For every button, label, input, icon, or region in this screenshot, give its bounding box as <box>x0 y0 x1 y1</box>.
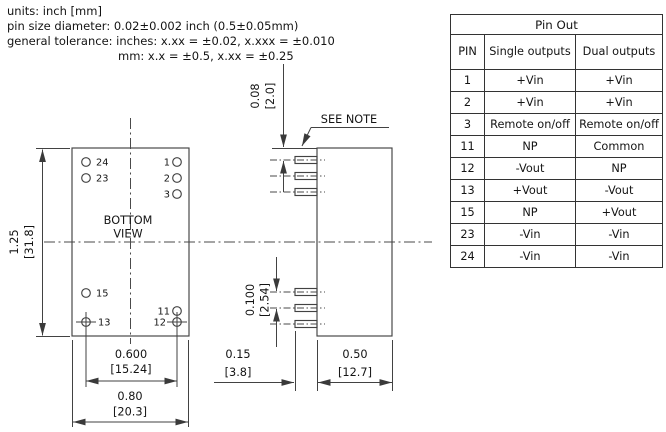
pinout-row <box>451 114 663 136</box>
bottom-view-label-line1: BOTTOM <box>103 214 153 227</box>
pin-number-cell: 24 <box>451 246 485 268</box>
single-output-cell: +Vin <box>485 70 576 92</box>
dim-body-width-inch: 0.80 <box>117 390 143 403</box>
dim-pin-offset-top-inch: 0.08 <box>249 83 262 109</box>
pinout-row <box>451 92 663 114</box>
pin-number-cell: 11 <box>451 136 485 158</box>
pinout-header-row <box>451 35 663 70</box>
pinout-row <box>451 158 663 180</box>
pinout-title: Pin Out <box>451 15 663 35</box>
pin-15-hole <box>82 289 91 298</box>
dim-pin-length-mm: [3.8] <box>224 366 252 379</box>
pin-number-cell: 12 <box>451 158 485 180</box>
see-note-callout <box>302 113 389 146</box>
see-note-label: SEE NOTE <box>320 113 378 126</box>
pinout-col-dual: Dual outputs <box>576 35 663 70</box>
dual-output-cell: +Vout <box>576 202 663 224</box>
pin-2-label: 2 <box>163 173 170 185</box>
leader-arrow <box>302 128 311 147</box>
dual-output-cell: Remote on/off <box>576 114 663 136</box>
pin-number-cell: 13 <box>451 180 485 202</box>
note-units: units: inch [mm] <box>7 4 102 18</box>
pin-23-label: 23 <box>96 173 109 185</box>
dual-output-cell: -Vout <box>576 180 663 202</box>
pin-24-label: 24 <box>96 157 109 169</box>
dimension-pin-row-span <box>86 348 177 381</box>
pin-2-hole <box>173 174 182 183</box>
dim-pin-length-inch: 0.15 <box>225 348 251 361</box>
dual-output-cell: +Vin <box>576 70 663 92</box>
dimension-height <box>8 149 70 337</box>
pin-1-hole <box>173 158 182 167</box>
dim-body-width-mm: [20.3] <box>113 405 147 419</box>
pinout-row <box>451 70 663 92</box>
dim-pin-row-span-mm: [15.24] <box>110 363 152 376</box>
pinout-row <box>451 202 663 224</box>
pinout-col-pin: PIN <box>451 35 485 70</box>
single-output-cell: +Vin <box>485 92 576 114</box>
dim-body-depth-inch: 0.50 <box>342 348 368 361</box>
dim-pin-offset-top-mm: [2.0] <box>264 82 277 110</box>
dim-height-inch: 1.25 <box>8 229 21 255</box>
note-tolerance-mm: mm: x.x = ±0.5, x.xx = ±0.25 <box>118 49 294 63</box>
dual-output-cell: -Vin <box>576 224 663 246</box>
pinout-title-row <box>451 15 663 35</box>
bottom-view <box>72 118 189 387</box>
pinout-table <box>450 14 663 268</box>
single-output-cell: -Vin <box>485 246 576 268</box>
pinout-row <box>451 136 663 158</box>
pin-12-label: 12 <box>153 317 166 329</box>
note-pin-size: pin size diameter: 0.02±0.002 inch (0.5±0.05mm) <box>7 19 299 33</box>
single-output-cell: -Vin <box>485 224 576 246</box>
dual-output-cell: NP <box>576 158 663 180</box>
pin-13-label: 13 <box>98 317 111 329</box>
single-output-cell: NP <box>485 202 576 224</box>
pin-number-cell: 1 <box>451 70 485 92</box>
dimension-pin-offset-top <box>249 64 284 192</box>
pinout-row <box>451 180 663 202</box>
pinout-row <box>451 246 663 268</box>
pinout-col-single: Single outputs <box>485 35 576 70</box>
dim-height-mm: [31.8] <box>23 225 36 259</box>
dim-pin-row-span-inch: 0.600 <box>114 348 148 361</box>
dim-pin-pitch-inch: 0.100 <box>244 283 257 317</box>
dual-output-cell: Common <box>576 136 663 158</box>
pinout-row <box>451 224 663 246</box>
dimension-body-depth <box>318 340 393 391</box>
pin-24-hole <box>82 158 91 167</box>
pin-1-label: 1 <box>163 157 170 169</box>
pin-23-hole <box>82 174 91 183</box>
pin-number-cell: 15 <box>451 202 485 224</box>
pin-number-cell: 3 <box>451 114 485 136</box>
dim-pin-pitch-mm: [2.54] <box>258 283 272 317</box>
pin-number-cell: 23 <box>451 224 485 246</box>
single-output-cell: NP <box>485 136 576 158</box>
dimension-pin-length <box>214 331 296 391</box>
pin-3-label: 3 <box>163 189 170 201</box>
pin-11-label: 11 <box>157 306 170 318</box>
single-output-cell: +Vout <box>485 180 576 202</box>
pin-number-cell: 2 <box>451 92 485 114</box>
pin-15-label: 15 <box>96 288 109 300</box>
bottom-view-label-line2: VIEW <box>113 227 143 241</box>
single-output-cell: -Vout <box>485 158 576 180</box>
single-output-cell: Remote on/off <box>485 114 576 136</box>
dim-body-depth-mm: [12.7] <box>338 366 372 379</box>
note-tolerance-inches: general tolerance: inches: x.xx = ±0.02, x.xxx = ±0.010 <box>7 34 335 48</box>
dimension-pin-pitch <box>244 257 277 347</box>
pin-3-hole <box>173 190 182 199</box>
dual-output-cell: +Vin <box>576 92 663 114</box>
dual-output-cell: -Vin <box>576 246 663 268</box>
